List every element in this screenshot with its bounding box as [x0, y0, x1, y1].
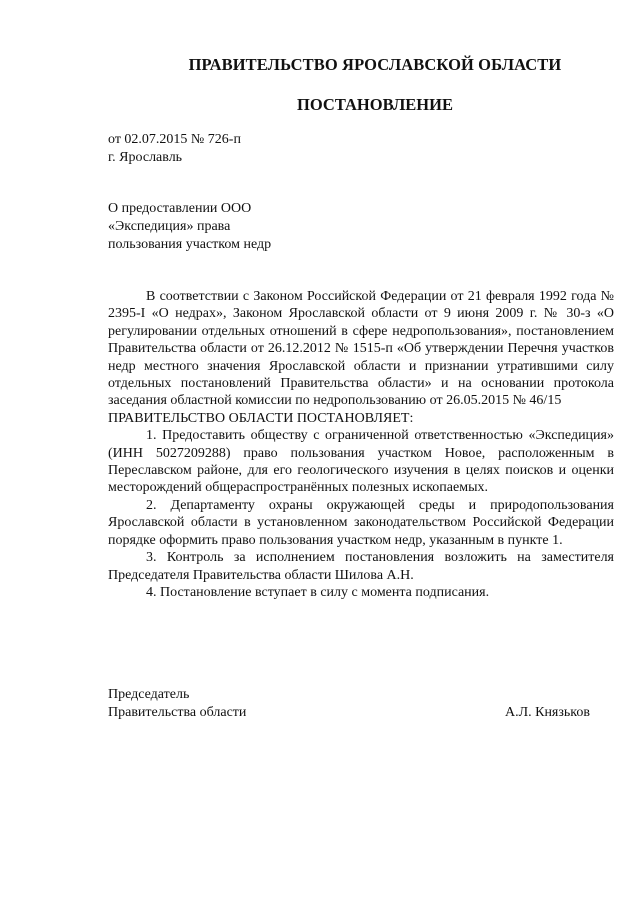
- date-and-number: от 02.07.2015 № 726-п: [108, 132, 241, 147]
- city: г. Ярославль: [108, 150, 183, 165]
- signature-row: [108, 704, 590, 722]
- clause-1: 1. Предоставить обществу с ограниченной ответственностью «Экспедиция» (ИНН 5027209288) право пользования участком Новое, расположенным в Переславском районе, для его геологического изучения в целях поисков и оценки месторождений общераспространённых полезных ископаемых.: [108, 428, 614, 496]
- clause-3: 3. Контроль за исполнением постановления возложить на заместителя Председателя Правительства области Шилова А.Н.: [108, 550, 614, 583]
- subject-line-2: «Экспедиция» права: [108, 219, 231, 234]
- signatory-name: А.Л. Князьков: [505, 705, 590, 720]
- decree-statement: ПРАВИТЕЛЬСТВО ОБЛАСТИ ПОСТАНОВЛЯЕТ:: [108, 410, 414, 426]
- clause-2: 2. Департаменту охраны окружающей среды и природопользования Ярославской области в установленном законодательством Российской Федерации порядке оформить право пользования участком недр, указанным в пункте 1.: [108, 497, 614, 548]
- document-meta: [108, 131, 241, 167]
- subject-line-3: пользования участком недр: [108, 237, 272, 252]
- document-body: [108, 288, 614, 601]
- signatory-title-line-2: Правительства области: [108, 705, 247, 720]
- signature-block: [108, 686, 590, 722]
- subject-line-1: О предоставлении ООО: [108, 201, 252, 216]
- clause-4: 4. Постановление вступает в силу с момента подписания.: [146, 584, 490, 600]
- organization-header: ПРАВИТЕЛЬСТВО ЯРОСЛАВСКОЙ ОБЛАСТИ: [188, 55, 562, 74]
- document-subject: [108, 200, 271, 254]
- signatory-title-line-1: Председатель: [108, 687, 190, 702]
- preamble-paragraph: В соответствии с Законом Российской Федерации от 21 февраля 1992 года № 2395-I «О недрах», Законом Ярославской области от 9 июня 2009 г. № 30-з «О регулировании отдельных отношений в сфере недропользования», постановлением Правительства области от 26.12.2012 № 1515-п «Об утверждении Перечня участков недр местного значения Ярославской области и признании утратившими силу отдельных постановлений Правительства области» и на основании протокола заседания областной комиссии по недропользованию от 26.05.2015 № 46/15: [108, 289, 614, 409]
- document-type-title: ПОСТАНОВЛЕНИЕ: [297, 95, 453, 114]
